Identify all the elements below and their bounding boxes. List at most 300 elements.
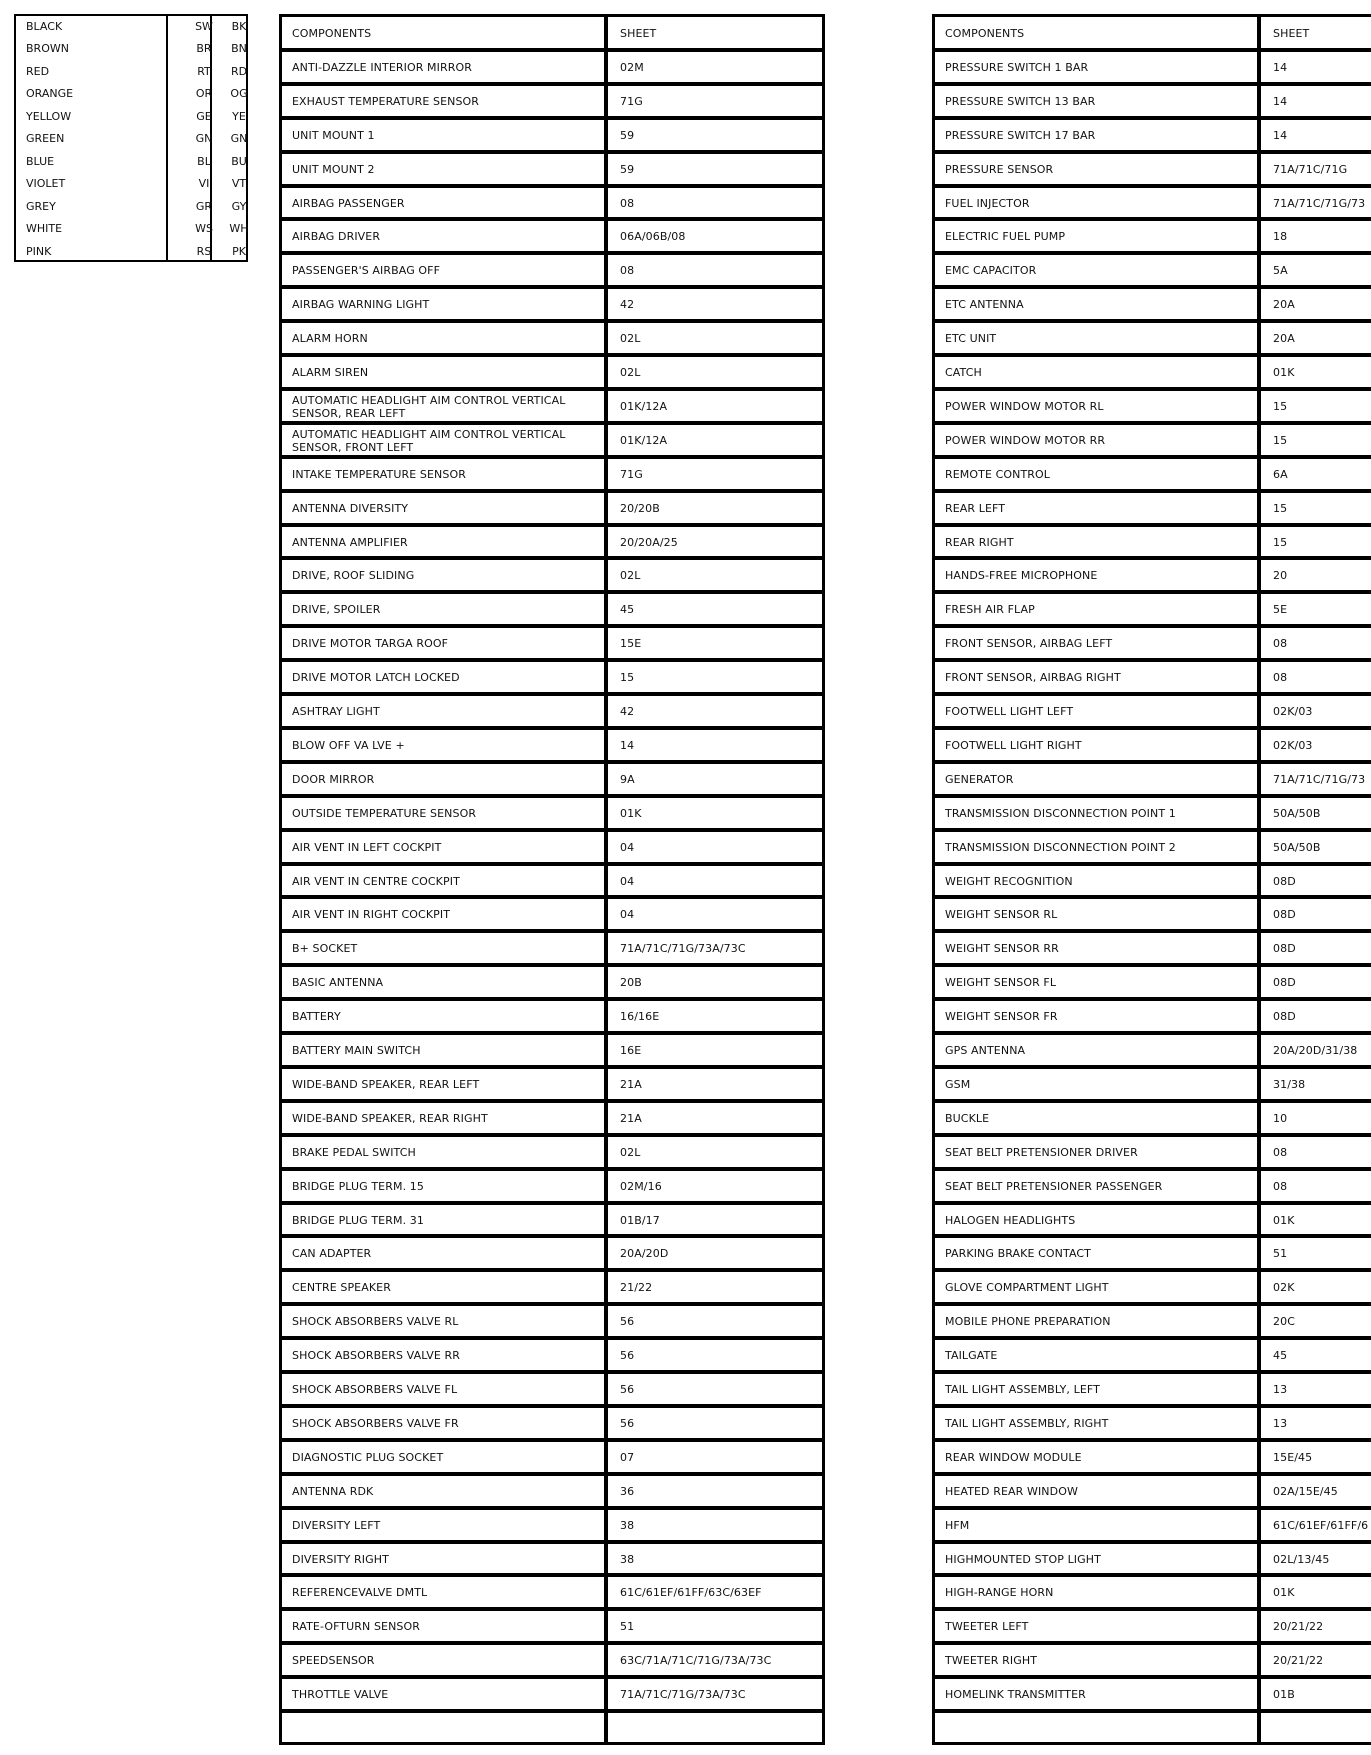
table-row [935,528,1371,558]
row-divider [282,556,822,560]
sheet-ref: 08 [1273,671,1288,685]
component-name: RATE-OFTURN SENSOR [292,1620,420,1634]
table-row [282,155,822,185]
sheet-ref: 01K [1273,1586,1295,1600]
table-row [282,1375,822,1405]
row-divider [282,1675,822,1679]
sheet-header: SHEET [620,27,657,40]
table-row [282,121,822,151]
table-row [935,1307,1371,1337]
table-row [282,1409,822,1439]
row-divider [282,489,822,493]
sheet-ref: 08D [1273,874,1296,888]
component-name: DRIVE MOTOR TARGA ROOF [292,637,449,651]
table-row [935,460,1371,490]
sheet-ref: 01K [1273,1213,1295,1227]
sheet-ref: 56 [620,1383,635,1396]
table-row [935,1714,1371,1744]
component-name: FRESH AIR FLAP [945,603,1035,617]
table-row [935,799,1371,829]
sheet-ref: 14 [620,738,635,752]
german-code: VI [198,177,210,191]
sheet-ref: 71A/71C/71G/73 [1273,772,1366,786]
sheet-ref: 02M [620,60,644,74]
table-row [282,1578,822,1608]
row-divider [282,1268,822,1272]
table-row [935,1002,1371,1032]
sheet-ref: 18 [1273,230,1288,244]
component-name: WEIGHT RECOGNITION [945,874,1073,888]
table-row [935,1646,1371,1676]
sheet-ref: 63C/71A/71C/71G/73A/73C [620,1654,772,1668]
sheet-ref: 20A/20D [620,1247,669,1261]
color-name: BLACK [26,20,63,33]
legend-row [16,173,246,195]
row-divider [935,82,1371,86]
german-code: BL [197,154,211,168]
color-name: PINK [26,244,52,258]
table-row [935,1172,1371,1202]
component-name: WEIGHT SENSOR FR [945,1010,1058,1024]
row-divider [935,319,1371,323]
sheet-ref: 71A/71C/71G [1273,162,1348,176]
sheet-ref: 20A/20D/31/38 [1273,1044,1358,1057]
row-divider [282,285,822,289]
row-divider [282,1472,822,1476]
row-divider [935,1167,1371,1171]
table-row [935,561,1371,591]
row-divider [282,1607,822,1611]
sheet-ref: 20/21/22 [1273,1654,1324,1668]
row-divider [282,794,822,798]
row-divider [282,760,822,764]
component-name: AUTOMATIC HEADLIGHT AIM CONTROL VERTICAL SENSOR, REAR LEFT [292,393,566,420]
row-divider [935,624,1371,628]
row-divider [282,1201,822,1205]
row-divider [935,1472,1371,1476]
table-row [935,426,1371,456]
component-name: WIDE-BAND SPEAKER, REAR LEFT [292,1077,480,1091]
row-divider [282,1709,822,1713]
table-row [282,1511,822,1541]
row-divider [935,1234,1371,1238]
table-row [935,595,1371,625]
sheet-ref: 01B/17 [620,1213,660,1227]
table-row [935,1239,1371,1269]
component-name: AIRBAG DRIVER [292,230,381,244]
sheet-ref: 06A/06B/08 [620,230,686,244]
component-name: AIRBAG PASSENGER [292,196,405,210]
english-code: WH [229,222,249,236]
row-divider [935,1302,1371,1306]
row-divider [282,624,822,628]
row-divider [935,895,1371,899]
color-name: WHITE [26,222,63,236]
sheet-ref: 31/38 [1273,1077,1306,1091]
component-name: PRESSURE SENSOR [945,162,1054,176]
table-row [282,833,822,863]
table-row [935,189,1371,219]
table-row [282,1070,822,1100]
sheet-ref: 71A/71C/71G/73A/73C [620,942,746,956]
component-name: DOOR MIRROR [292,772,375,786]
table-row [282,290,822,320]
components-header: COMPONENTS [292,27,372,40]
sheet-ref: 21A [620,1111,642,1125]
row-divider [282,1031,822,1035]
german-code: RT [197,64,211,78]
table-row [935,324,1371,354]
german-code: RS [196,244,212,258]
row-divider [935,455,1371,459]
component-name: BLOW OFF VA LVE + [292,738,405,752]
sheet-ref: 45 [1273,1349,1288,1363]
table-row [935,1341,1371,1371]
table-row [282,765,822,795]
component-name: ETC UNIT [945,332,997,346]
component-name: AIR VENT IN CENTRE COCKPIT [292,874,460,888]
row-divider [935,150,1371,154]
sheet-ref: 71G [620,94,643,108]
component-name: AIR VENT IN RIGHT COCKPIT [292,908,451,922]
german-code: OR [195,87,213,101]
component-name: DIAGNOSTIC PLUG SOCKET [292,1450,444,1464]
color-name: GREEN [26,132,65,146]
component-name: POWER WINDOW MOTOR RL [945,399,1104,413]
row-divider [282,1099,822,1103]
sheet-ref: 08 [620,264,635,278]
english-code: VT [231,177,247,191]
component-name: BATTERY MAIN SWITCH [292,1044,421,1057]
row-divider [282,421,822,425]
table-row [282,900,822,930]
component-name: BRAKE PEDAL SWITCH [292,1145,416,1159]
component-name: BASIC ANTENNA [292,976,384,990]
row-divider [935,421,1371,425]
table-row [282,1002,822,1032]
sheet-ref: 02L [620,366,641,379]
row-divider [935,929,1371,933]
row-divider [282,997,822,1001]
table-row [935,358,1371,388]
sheet-header: SHEET [1273,27,1310,40]
legend-row [16,38,246,60]
sheet-ref: 15 [1273,535,1288,549]
sheet-ref: 59 [620,128,635,142]
component-name: BUCKLE [945,1111,990,1125]
component-name: DRIVE, ROOF SLIDING [292,569,415,583]
table-row [935,1206,1371,1236]
row-divider [935,1438,1371,1442]
row-divider [935,1201,1371,1205]
table-row [935,867,1371,897]
legend-row [16,218,249,240]
component-name: EMC CAPACITOR [945,264,1037,278]
sheet-ref: 02K [1273,1281,1295,1295]
row-divider [282,82,822,86]
component-name: HOMELINK TRANSMITTER [945,1688,1086,1702]
table-row [282,392,822,422]
row-divider [282,150,822,154]
table-row [935,765,1371,795]
sheet-ref: 02K/03 [1273,705,1313,718]
component-name: FOOTWELL LIGHT RIGHT [945,738,1082,752]
sheet-ref: 08D [1273,908,1296,922]
component-name: WEIGHT SENSOR FL [945,976,1057,990]
sheet-ref: 38 [620,1518,635,1532]
sheet-ref: 01K/12A [620,433,668,447]
table-row [935,1375,1371,1405]
sheet-ref: 61C/61EF/61FF/6 [1273,1518,1369,1532]
sheet-ref: 02K/03 [1273,738,1313,752]
table-row [282,256,822,286]
table-row [935,731,1371,761]
row-divider [935,1506,1371,1510]
row-divider [282,217,822,221]
row-divider [935,1031,1371,1035]
component-name: REMOTE CONTROL [945,467,1051,481]
table-row [282,1239,822,1269]
table-row [282,1206,822,1236]
legend-row [16,16,246,38]
sheet-ref: 71A/71C/71G/73A/73C [620,1688,746,1702]
component-name: OUTSIDE TEMPERATURE SENSOR [292,806,477,820]
sheet-ref: 56 [620,1315,635,1329]
table-row [935,494,1371,524]
component-name: ALARM HORN [292,332,368,346]
row-divider [935,658,1371,662]
component-name: TWEETER LEFT [945,1620,1029,1634]
sheet-ref: 01K/12A [620,399,668,413]
sheet-ref: 20A [1273,332,1295,346]
component-name: HIGHMOUNTED STOP LIGHT [945,1552,1101,1566]
sheet-ref: 02L/13/45 [1273,1552,1330,1566]
component-name: TWEETER RIGHT [945,1654,1038,1668]
table-row [935,1104,1371,1134]
table-row [282,1307,822,1337]
table-row [935,53,1371,83]
component-name: TRANSMISSION DISCONNECTION POINT 1 [945,806,1176,820]
table-row [935,1070,1371,1100]
sheet-ref: 21/22 [620,1281,653,1295]
sheet-ref: 5A [1273,264,1288,278]
component-name: BATTERY [292,1010,341,1024]
row-divider [282,184,822,188]
component-name: POWER WINDOW MOTOR RR [945,433,1106,447]
sheet-ref: 56 [620,1416,635,1430]
legend-row [16,151,246,173]
table-row [282,1138,822,1168]
sheet-ref: 15 [1273,399,1288,413]
sheet-ref: 04 [620,908,635,922]
sheet-ref: 42 [620,705,635,718]
component-name: CATCH [945,366,982,379]
row-divider [935,997,1371,1001]
sheet-ref: 20A [1273,298,1295,312]
table-row [935,1138,1371,1168]
row-divider [282,319,822,323]
sheet-ref: 08D [1273,976,1296,990]
component-name: B+ SOCKET [292,942,358,956]
row-divider [282,1404,822,1408]
sheet-ref: 56 [620,1349,635,1363]
component-name: DIVERSITY LEFT [292,1518,381,1532]
sheet-ref: 01K [620,806,642,820]
sheet-ref: 14 [1273,60,1288,74]
sheet-ref: 6A [1273,467,1288,481]
table-row [935,1443,1371,1473]
component-name: PRESSURE SWITCH 1 BAR [945,60,1089,74]
component-name: SHOCK ABSORBERS VALVE RL [292,1315,459,1329]
sheet-ref: 20/21/22 [1273,1620,1324,1634]
row-divider [935,760,1371,764]
component-name: PRESSURE SWITCH 13 BAR [945,94,1096,108]
component-name: ETC ANTENNA [945,298,1024,312]
color-name: BROWN [26,42,69,56]
component-name: WIDE-BAND SPEAKER, REAR RIGHT [292,1111,488,1125]
sheet-ref: 5E [1273,603,1288,617]
component-name: ELECTRIC FUEL PUMP [945,230,1066,244]
table-row [935,1273,1371,1303]
sheet-ref: 15 [1273,433,1288,447]
component-name: HALOGEN HEADLIGHTS [945,1213,1076,1227]
component-name: HFM [945,1518,970,1532]
row-divider [282,658,822,662]
sheet-ref: 07 [620,1450,635,1464]
sheet-ref: 61C/61EF/61FF/63C/63EF [620,1586,762,1600]
table-row [935,663,1371,693]
row-divider [935,1404,1371,1408]
component-name: REAR RIGHT [945,535,1014,549]
row-divider [935,862,1371,866]
table-row [935,1578,1371,1608]
table-row [935,222,1371,252]
row-divider [935,285,1371,289]
sheet-ref: 15 [1273,501,1288,515]
english-code: BK [231,20,247,33]
component-name: TAIL LIGHT ASSEMBLY, LEFT [945,1383,1100,1396]
sheet-ref: 02L [620,569,641,583]
table-row [935,1680,1371,1710]
row-divider [282,353,822,357]
component-name: CENTRE SPEAKER [292,1281,391,1295]
row-divider [935,1065,1371,1069]
color-name: VIOLET [26,177,66,191]
sheet-ref: 36 [620,1484,635,1498]
component-name: INTAKE TEMPERATURE SENSOR [292,467,466,481]
table-row [282,629,822,659]
row-divider [282,1133,822,1137]
sheet-ref: 71A/71C/71G/73 [1273,196,1366,210]
color-name: YELLOW [26,109,72,123]
sheet-ref: 08 [620,196,635,210]
english-code: RD [230,64,248,78]
row-divider [935,353,1371,357]
row-divider [282,862,822,866]
component-name: SHOCK ABSORBERS VALVE FL [292,1383,458,1396]
table-row [282,1612,822,1642]
row-divider [935,217,1371,221]
table-row [282,426,822,456]
component-name: AIR VENT IN LEFT COCKPIT [292,840,442,854]
row-divider [935,48,1371,52]
row-divider [282,1641,822,1645]
row-divider [935,184,1371,188]
sheet-ref: 51 [1273,1247,1288,1261]
table-row [282,1714,822,1744]
sheet-ref: 45 [620,603,635,617]
english-code: BN [231,42,247,56]
table-row [935,968,1371,998]
components-header: COMPONENTS [945,27,1025,40]
component-name: ASHTRAY LIGHT [292,705,380,718]
english-code: GY [231,199,247,213]
sheet-ref: 38 [620,1552,635,1566]
component-name: SHOCK ABSORBERS VALVE FR [292,1416,459,1430]
row-divider [935,387,1371,391]
row-divider [282,1234,822,1238]
color-name: GREY [26,199,56,213]
row-divider [935,1268,1371,1272]
table-row [935,900,1371,930]
english-code: PK [232,244,246,258]
table-row [935,1036,1371,1066]
row-divider [935,1573,1371,1577]
component-name: EXHAUST TEMPERATURE SENSOR [292,94,480,108]
sheet-ref: 20 [1273,569,1288,583]
row-divider [935,1099,1371,1103]
component-name: SPEEDSENSOR [292,1654,375,1668]
component-name: PASSENGER'S AIRBAG OFF [292,264,441,278]
german-code: GN [195,132,213,146]
sheet-ref: 08 [1273,1145,1288,1159]
component-name: FRONT SENSOR, AIRBAG LEFT [945,637,1113,651]
row-divider [282,1573,822,1577]
color-name: RED [26,64,50,78]
table-row [282,934,822,964]
component-name: ANTENNA RDK [292,1484,374,1498]
component-name: TAILGATE [945,1349,998,1363]
row-divider [282,726,822,730]
row-divider [935,1336,1371,1340]
table-row [282,663,822,693]
row-divider [282,828,822,832]
component-name: BRIDGE PLUG TERM. 31 [292,1213,424,1227]
row-divider [935,794,1371,798]
sheet-ref: 08 [1273,1179,1288,1193]
table-row [282,53,822,83]
english-code: YE [232,109,246,123]
row-divider [935,1370,1371,1374]
component-name: HIGH-RANGE HORN [945,1586,1054,1600]
row-divider [935,1540,1371,1544]
table-row [935,934,1371,964]
table-row [935,1409,1371,1439]
component-name: TAIL LIGHT ASSEMBLY, RIGHT [945,1416,1109,1430]
table-row [282,358,822,388]
table-row [282,460,822,490]
row-divider [282,1167,822,1171]
table-row [935,155,1371,185]
sheet-ref: 02M/16 [620,1179,662,1193]
row-divider [282,116,822,120]
row-divider [282,1065,822,1069]
table-row [935,1511,1371,1541]
sheet-ref: 9A [620,772,635,786]
table-row [935,256,1371,286]
component-name: HEATED REAR WINDOW [945,1484,1078,1498]
row-divider [282,692,822,696]
